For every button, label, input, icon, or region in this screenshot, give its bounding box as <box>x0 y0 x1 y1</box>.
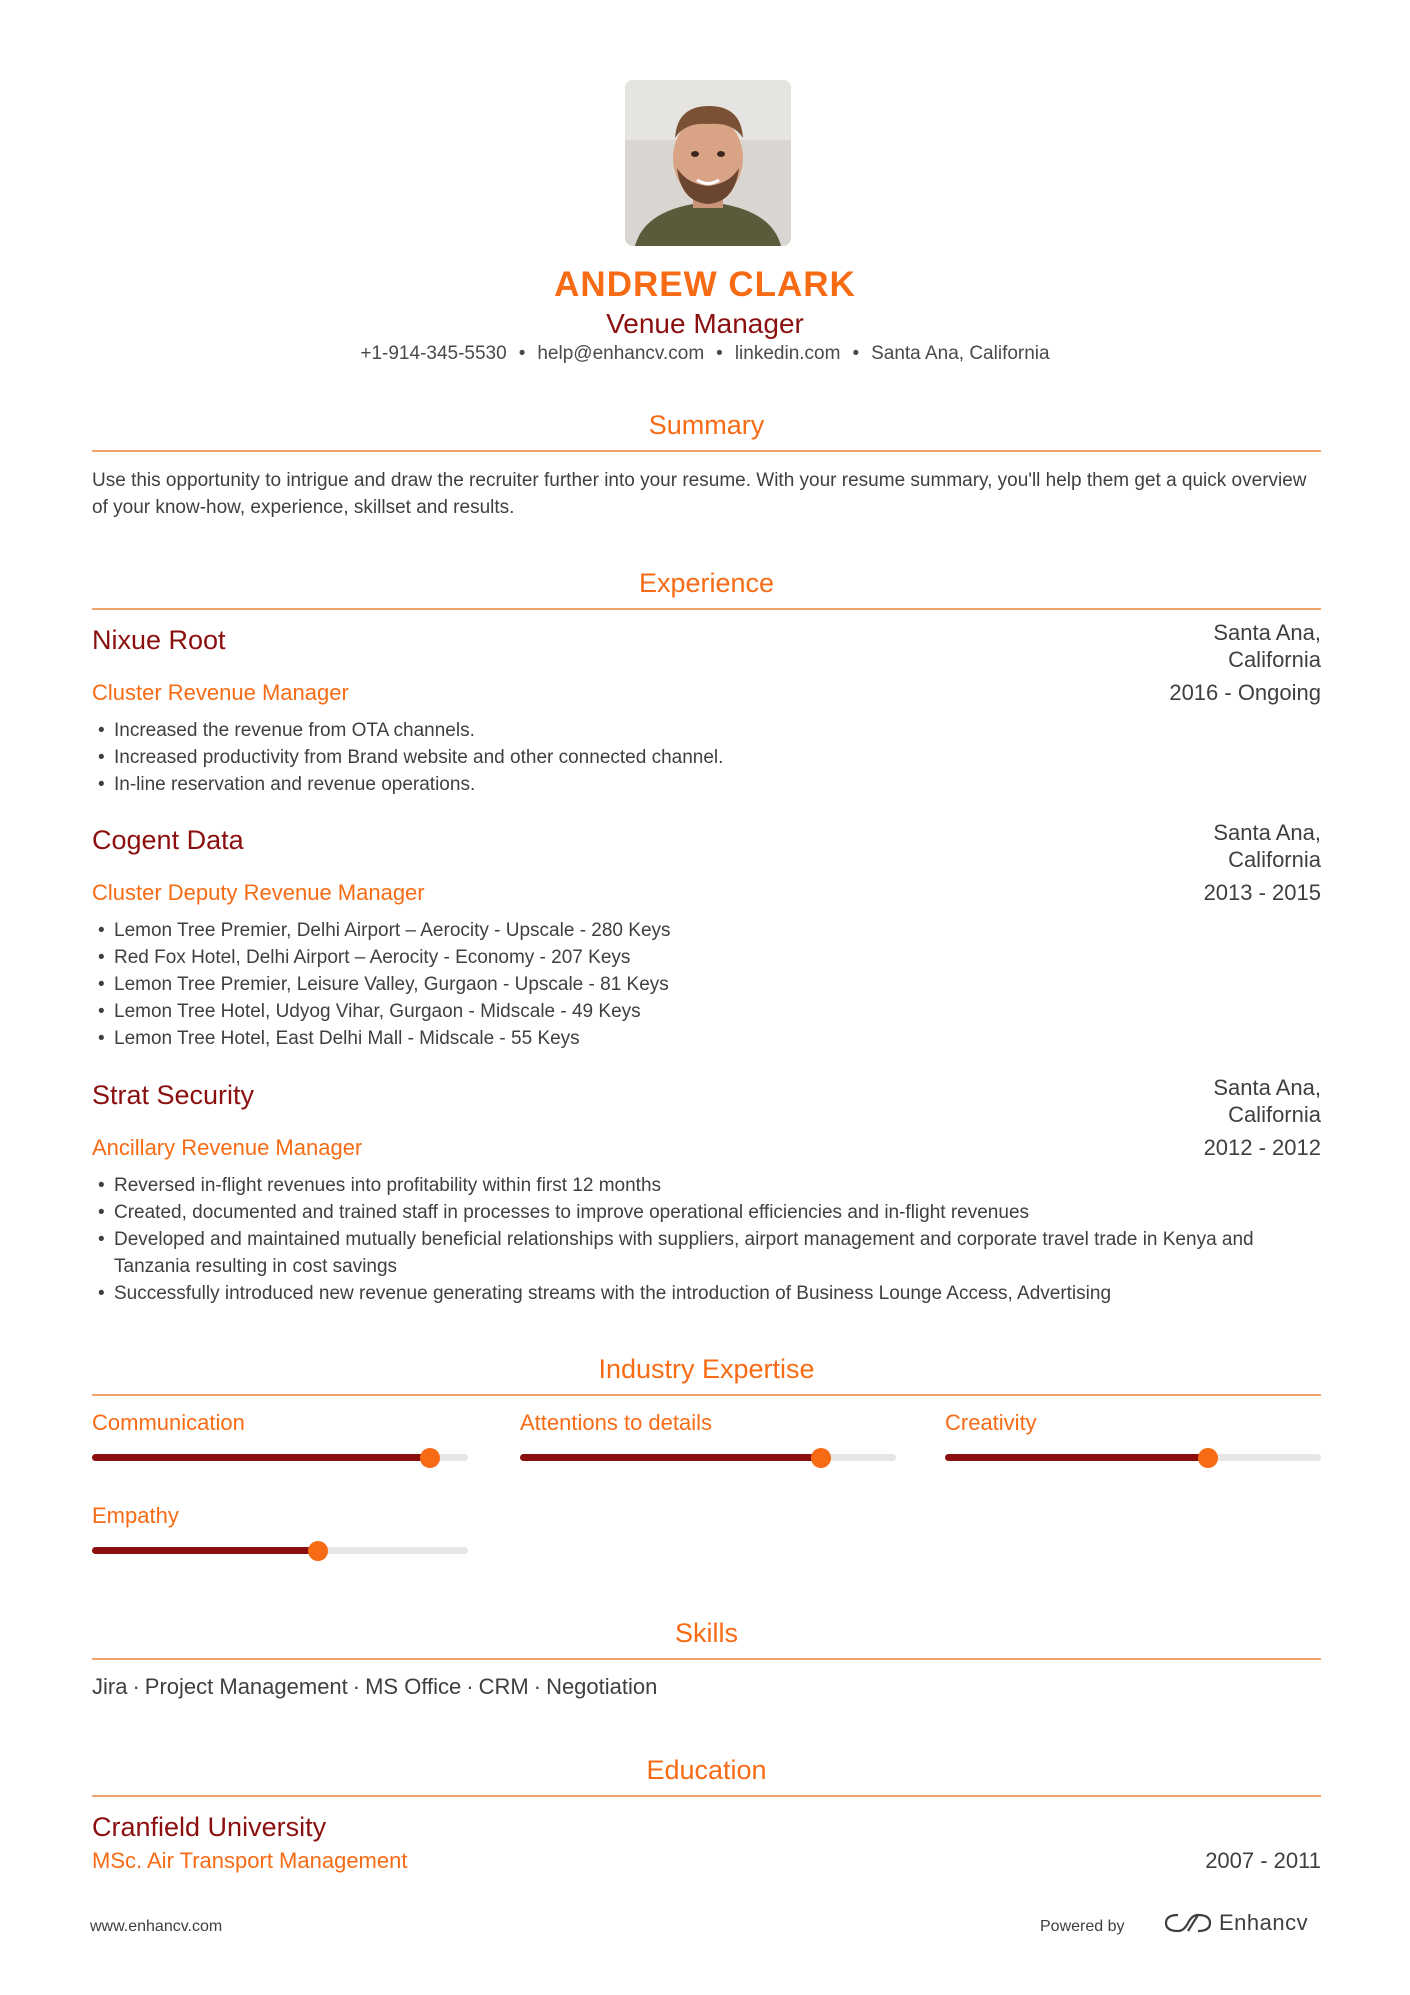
expertise-track <box>520 1454 896 1461</box>
expertise-knob <box>811 1448 831 1468</box>
job-company: Strat Security <box>92 1080 255 1110</box>
skill-item: Project Management <box>144 1674 348 1699</box>
job-dates: 2012 - 2012 <box>1203 1135 1321 1160</box>
job-bullet: • Increased the revenue from OTA channels. <box>98 717 1298 744</box>
job-bullet: • Developed and maintained mutually beneficial relationships with suppliers, airport management and corporate travel trade in Kenya and Tanzania resulting in cost savings <box>98 1226 1298 1280</box>
skill-separator: · <box>466 1674 474 1699</box>
job-bullet: • Lemon Tree Hotel, Udyog Vihar, Gurgaon - Midscale - 49 Keys <box>98 998 1298 1025</box>
job-location-line2: California <box>1228 647 1321 672</box>
job-bullet: • Red Fox Hotel, Delhi Airport – Aerocity - Economy - 207 Keys <box>98 944 1298 971</box>
candidate-name: ANDREW CLARK <box>554 265 856 304</box>
expertise-heading: Industry Expertise <box>598 1354 815 1384</box>
skill-item: MS Office <box>365 1674 462 1699</box>
section-divider <box>92 450 1321 452</box>
contact-line <box>0 343 1410 365</box>
expertise-item <box>92 1503 468 1563</box>
expertise-fill <box>92 1454 430 1461</box>
skills-heading: Skills <box>674 1618 738 1648</box>
job-location <box>1141 1074 1321 1128</box>
job-location-line1: Santa Ana, <box>1213 1075 1321 1100</box>
job-role: Cluster Revenue Manager <box>92 680 349 705</box>
expertise-label: Creativity <box>945 1410 1037 1435</box>
footer-brand: Enhancv <box>1219 1910 1309 1935</box>
expertise-track <box>945 1454 1321 1461</box>
job-bullet: • Lemon Tree Premier, Leisure Valley, Gurgaon - Upscale - 81 Keys <box>98 971 1298 998</box>
separator-dot: • <box>852 343 860 364</box>
section-divider <box>92 1658 1321 1660</box>
job-company: Cogent Data <box>92 825 244 855</box>
job-location-line2: California <box>1228 847 1321 872</box>
education-school: Cranfield University <box>92 1812 327 1842</box>
experience-heading: Experience <box>638 568 775 598</box>
skills-list <box>92 1674 657 1700</box>
expertise-knob <box>1198 1448 1218 1468</box>
summary-heading: Summary <box>648 410 765 440</box>
location: Santa Ana, California <box>871 343 1050 364</box>
expertise-fill <box>92 1547 318 1554</box>
skill-separator: · <box>132 1674 140 1699</box>
education-degree: MSc. Air Transport Management <box>92 1848 408 1873</box>
summary-text: Use this opportunity to intrigue and draw the recruiter further into your resume. With your resume summary, you'll help them get a quick overview of your know-how, experience, skillset and results. <box>92 470 1307 518</box>
job-company: Nixue Root <box>92 625 226 655</box>
job-location <box>1141 619 1321 673</box>
job-bullet: • Increased productivity from Brand website and other connected channel. <box>98 744 1298 771</box>
job-dates: 2013 - 2015 <box>1203 880 1321 905</box>
expertise-fill <box>945 1454 1208 1461</box>
job-dates: 2016 - Ongoing <box>1169 680 1321 705</box>
job-bullets <box>98 917 1298 1052</box>
expertise-label: Communication <box>92 1410 245 1435</box>
job-location-line1: Santa Ana, <box>1213 620 1321 645</box>
job-entry <box>92 820 1321 1055</box>
phone[interactable]: +1-914-345-5530 <box>360 343 507 364</box>
expertise-item <box>945 1410 1321 1470</box>
job-bullet: • Lemon Tree Hotel, East Delhi Mall - Midscale - 55 Keys <box>98 1025 1298 1052</box>
expertise-fill <box>520 1454 821 1461</box>
footer-powered-by: Powered by <box>1040 1918 1125 1935</box>
expertise-knob <box>308 1541 328 1561</box>
skill-separator: · <box>533 1674 542 1699</box>
job-role: Cluster Deputy Revenue Manager <box>92 880 425 905</box>
education-dates: 2007 - 2011 <box>1205 1848 1321 1873</box>
job-location <box>1141 819 1321 873</box>
expertise-label: Attentions to details <box>520 1410 713 1435</box>
skill-item: Negotiation <box>546 1674 658 1699</box>
email[interactable]: help@enhancv.com <box>537 343 705 364</box>
footer-url[interactable]: www.enhancv.com <box>90 1918 223 1935</box>
expertise-item <box>92 1410 468 1470</box>
expertise-knob <box>420 1448 440 1468</box>
job-bullets <box>98 1172 1298 1307</box>
job-entry <box>92 1075 1321 1320</box>
section-divider <box>92 1394 1321 1396</box>
expertise-label: Empathy <box>92 1503 179 1528</box>
job-bullet: • Created, documented and trained staff in processes to improve operational efficiencies and in-flight revenues <box>98 1199 1298 1226</box>
linkedin[interactable]: linkedin.com <box>734 343 841 364</box>
expertise-item <box>520 1410 896 1470</box>
job-location-line2: California <box>1228 1102 1321 1127</box>
job-location-line1: Santa Ana, <box>1213 820 1321 845</box>
section-divider <box>92 1795 1321 1797</box>
candidate-title: Venue Manager <box>606 308 804 339</box>
job-bullet: • Successfully introduced new revenue generating streams with the introduction of Business Lounge Access, Advertising <box>98 1280 1298 1307</box>
job-bullet: • Lemon Tree Premier, Delhi Airport – Aerocity - Upscale - 280 Keys <box>98 917 1298 944</box>
expertise-track <box>92 1454 468 1461</box>
education-heading: Education <box>646 1755 767 1785</box>
profile-photo <box>625 80 791 246</box>
skill-separator: · <box>352 1674 361 1699</box>
job-bullets <box>98 717 1298 798</box>
skill-item: Jira <box>92 1674 128 1699</box>
section-divider <box>92 608 1321 610</box>
job-bullet: • Reversed in-flight revenues into profitability within first 12 months <box>98 1172 1298 1199</box>
job-bullet: • In-line reservation and revenue operations. <box>98 771 1298 798</box>
separator-dot: • <box>716 343 723 364</box>
job-entry <box>92 620 1321 795</box>
separator-dot: • <box>518 343 526 364</box>
job-role: Ancillary Revenue Manager <box>92 1135 363 1160</box>
expertise-track <box>92 1547 468 1554</box>
skill-item: CRM <box>478 1674 529 1699</box>
